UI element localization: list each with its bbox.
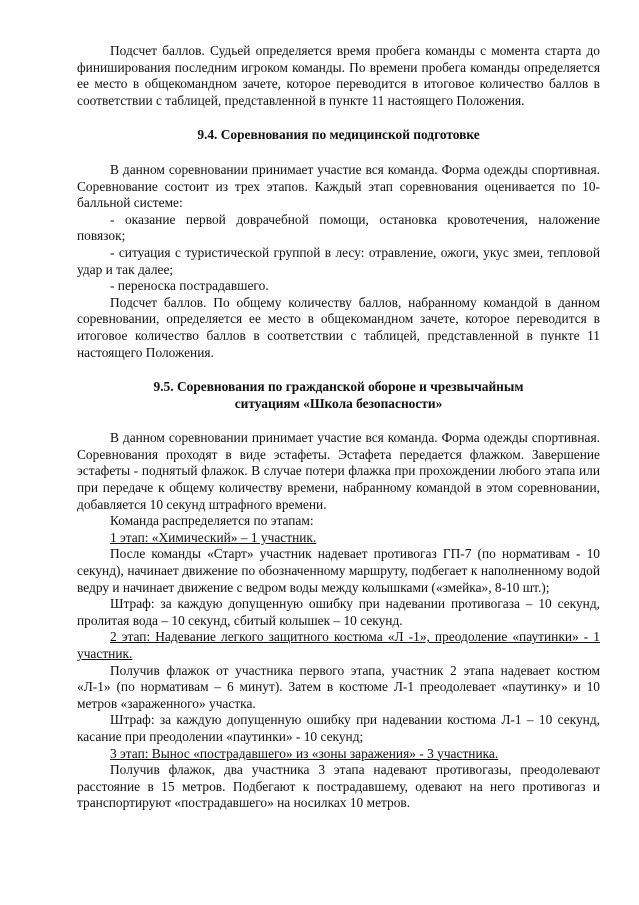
list-item-forest-situation: - ситуация с туристической группой в лесу: отравление, ожоги, укус змеи, тепловой удар и так далее; bbox=[77, 244, 600, 277]
section-heading-9-5-line1: 9.5. Соревнования по гражданской обороне и чрезвычайным bbox=[153, 379, 524, 395]
paragraph-9-4-scoring: Подсчет баллов. По общему количеству баллов, набранному командой в данном соревновании, определяется ее место в общекомандном зачете, которое переводится в итоговое количество баллов в соответствии с таблицей, представленной в пункте 11 настоящего Положения. bbox=[77, 294, 600, 360]
section-heading-9-4: 9.4. Соревнования по медицинской подготовке bbox=[197, 127, 480, 143]
list-item-carrying: - переноска пострадавшего. bbox=[110, 278, 269, 294]
stage-1-title bbox=[77, 530, 600, 547]
paragraph-stage-1-penalty: Штраф: за каждую допущенную ошибку при надевании противогаза – 10 секунд, пролитая вода – 10 секунд, сбитый колышек – 10 секунд. bbox=[77, 596, 600, 628]
stage-3-title bbox=[77, 746, 600, 763]
stage-2-title bbox=[77, 629, 600, 662]
section-heading-9-5 bbox=[77, 379, 600, 412]
list-item-first-aid: - оказание первой доврачебной помощи, остановка кровотечения, наложение повязок; bbox=[77, 211, 600, 244]
paragraph-stage-2-penalty: Штраф: за каждую допущенную ошибку при надевании костюма Л-1 – 10 секунд, касание при преодолении «паутинки» - 10 секунд; bbox=[77, 712, 600, 744]
paragraph-stage-2: Получив флажок от участника первого этапа, участник 2 этапа надевает костюм «Л-1» (по нормативам – 6 минут). Затем в костюме Л-1 преодолевает «паутинку» и 10 метров «зараженного» участка. bbox=[77, 662, 600, 711]
stage-2-title-text: 2 этап: Надевание легкого защитного костюма «Л -1», преодоление «паутинки» - 1 участник. bbox=[77, 629, 600, 661]
paragraph-9-5-stages: Команда распределяется по этапам: bbox=[110, 513, 314, 529]
stage-1-title-text: 1 этап: «Химический» – 1 участник. bbox=[110, 529, 317, 545]
paragraph-9-5-intro: В данном соревновании принимает участие вся команда. Форма одежды спортивная. Соревнования проходят в виде эстафеты. Эстафета передается флажком. Завершение эстафеты - поднятый флажок. В случае потери флажка при прохождении любого этапа или при передаче к общему количеству времени, набранному командой в этом соревновании, добавляется 10 секунд штрафного времени. bbox=[77, 430, 600, 512]
stage-3-title-text: 3 этап: Вынос «пострадавшего» из «зоны заражения» - 3 участника. bbox=[110, 745, 499, 761]
paragraph-stage-3: Получив флажок, два участника 3 этапа надевают противогазы, преодолевают расстояние в 15 метров. Подбегают к пострадавшему, одевают на него противогаз и транспортируют «пострадавшего» на носилках 10 метров. bbox=[77, 762, 600, 811]
paragraph-9-4-intro: В данном соревновании принимает участие вся команда. Форма одежды спортивная. Соревнование состоит из трех этапов. Каждый этап соревнования оценивается по 10-балльной системе: bbox=[77, 161, 600, 211]
section-heading-9-5-line2: ситуациям «Школа безопасности» bbox=[234, 395, 443, 411]
paragraph-scoring-9-3: Подсчет баллов. Судьей определяется время пробега команды с момента старта до финиширования последним игроком команды. По времени пробега команды определяется ее место в общекомандном зачете, которое переводится в итоговое количество баллов в соответствии с таблицей, представленной в пункте 11 настоящего Положения. bbox=[77, 43, 600, 108]
paragraph-stage-1: После команды «Старт» участник надевает противогаз ГП-7 (по нормативам - 10 секунд), начинает движение по обозначенному маршруту, подбегает к наполненному водой ведру и начинает движение с ведром воды между колышками («змейка», 8-10 шт.); bbox=[77, 546, 600, 595]
